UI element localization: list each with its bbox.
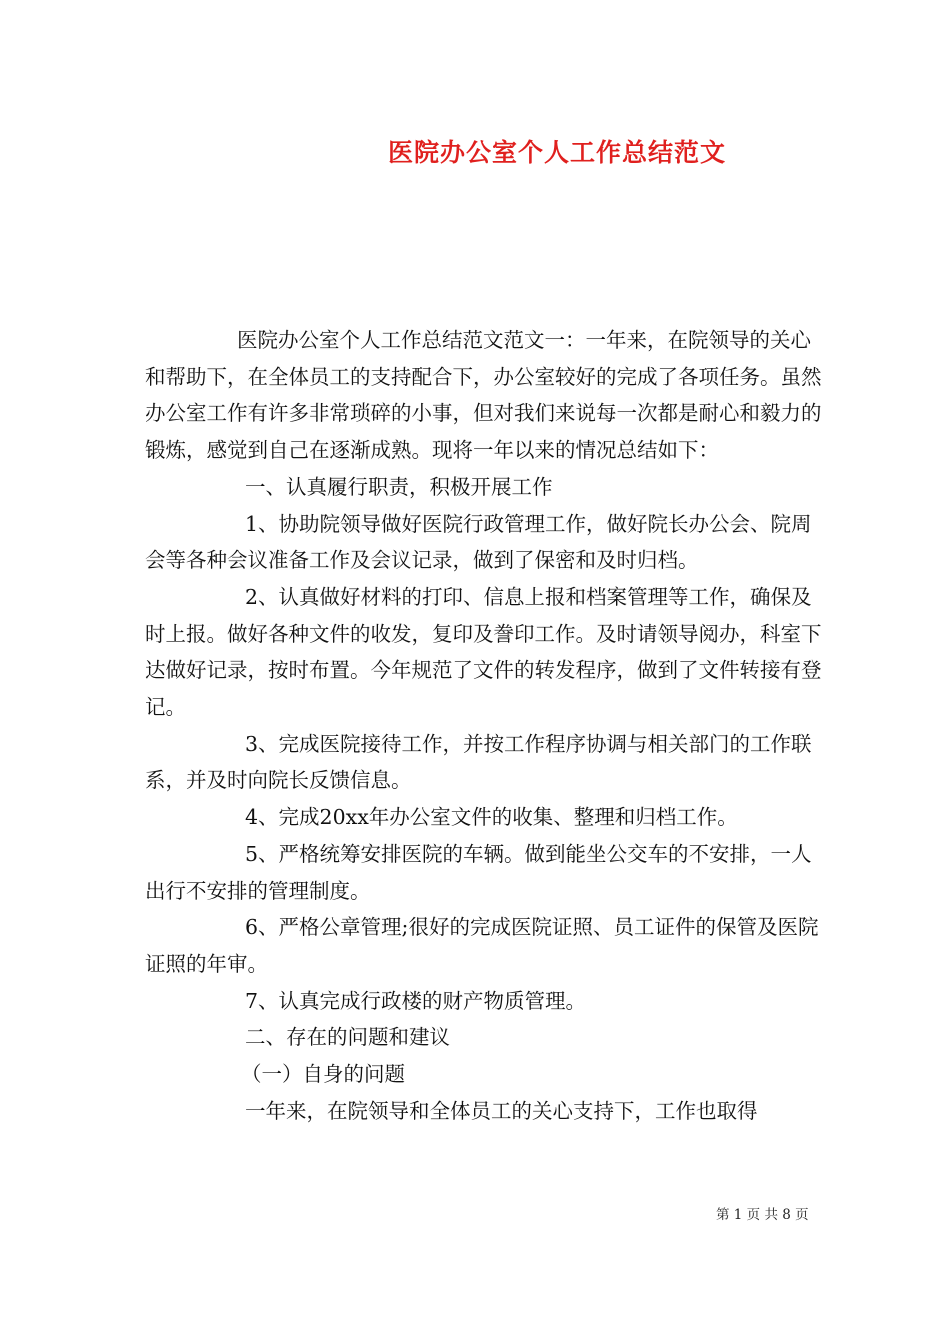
list-item: 3、完成医院接待工作，并按工作程序协调与相关部门的工作联系，并及时向院长反馈信息。 [145, 731, 812, 793]
document-body [145, 322, 825, 1129]
subsection-heading: （一）自身的问题 [241, 1062, 405, 1087]
list-item: 1、协助院领导做好医院行政管理工作，做好院长办公会、院周会等各种会议准备工作及会议记录，做到了保密和及时归档。 [145, 511, 812, 573]
body-paragraph: 一年来，在院领导和全体员工的关心支持下，工作也取得 [245, 1098, 758, 1123]
list-item: 5、严格统筹安排医院的车辆。做到能坐公交车的不安排，一人出行不安排的管理制度。 [145, 841, 812, 903]
section-heading-1: 一、认真履行职责，积极开展工作 [245, 474, 553, 499]
list-item: 4、完成20xx年办公室文件的收集、整理和归档工作。 [245, 805, 738, 830]
list-item: 7、认真完成行政楼的财产物质管理。 [245, 988, 587, 1013]
list-item: 2、认真做好材料的打印、信息上报和档案管理等工作，确保及时上报。做好各种文件的收发，复印及誊印工作。及时请领导阅办，科室下达做好记录，按时布置。今年规范了文件的转发程序，做到了文件转接有登记。 [145, 584, 822, 720]
document-title: 医院办公室个人工作总结范文 [387, 138, 726, 167]
page-indicator: 第 1 页 共 8 页 [716, 1207, 809, 1223]
intro-paragraph: 医院办公室个人工作总结范文范文一：一年来，在院领导的关心和帮助下，在全体员工的支持配合下，办公室较好的完成了各项任务。虽然办公室工作有许多非常琐碎的小事，但对我们来说每一次都是耐心和毅力的锻炼，感觉到自己在逐渐成熟。现将一年以来的情况总结如下： [145, 328, 822, 463]
list-item: 6、严格公章管理;很好的完成医院证照、员工证件的保管及医院证照的年审。 [145, 915, 819, 976]
section-heading-2: 二、存在的问题和建议 [245, 1025, 450, 1050]
